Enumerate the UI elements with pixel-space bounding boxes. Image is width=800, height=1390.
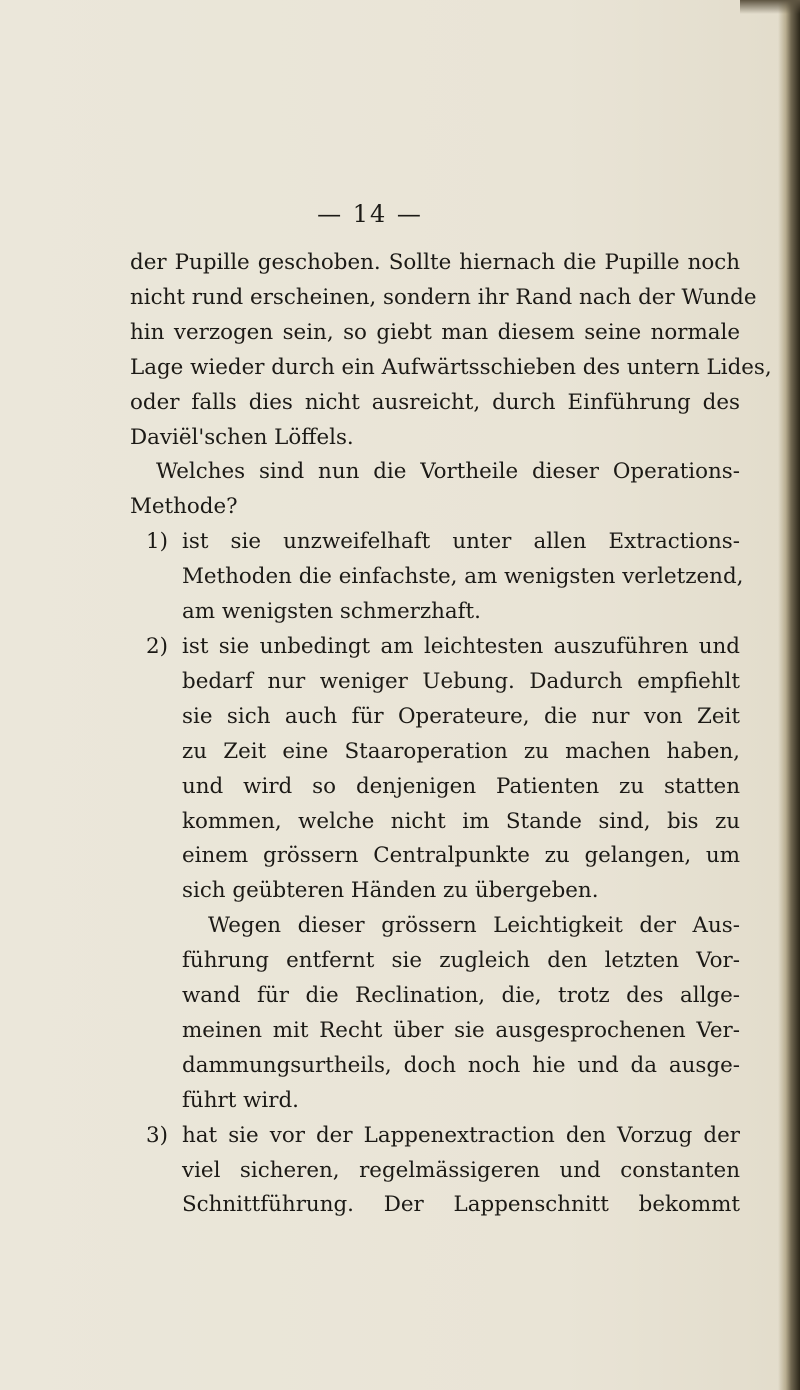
list-item-line: Schnittführung. Der Lappenschnitt bekommt [182, 1192, 740, 1218]
list-item-line: kommen, welche nicht im Stande sind, bis zu [182, 808, 740, 834]
list-item-line [130, 630, 740, 665]
list-item-line: bedarf nur weniger Uebung. Dadurch empfiehlt [182, 668, 740, 694]
list-item-line: zu Zeit eine Staaroperation zu machen haben, [182, 738, 740, 764]
list-item-line: führung entfernt sie zugleich den letzten Vor- [182, 948, 740, 974]
list-item-number: 3) [146, 1122, 168, 1148]
list-item-line: führt wird. [182, 1087, 299, 1113]
text-line: Daviël'schen Löffels. [130, 424, 354, 450]
list-item-text: ist sie unbedingt am leichtesten auszuführen und [182, 633, 740, 659]
list-item-line: dammungsurtheils, doch noch hie und da ausge- [182, 1052, 740, 1078]
page-binding-edge [778, 0, 800, 1390]
list-item-line: viel sicheren, regelmässigeren und constanten [182, 1157, 740, 1183]
list-item-line: Wegen dieser grössern Leichtigkeit der Aus- [208, 913, 740, 939]
list-item-line: meinen mit Recht über sie ausgesprochenen Ver- [182, 1017, 740, 1043]
text-line: oder falls dies nicht ausreicht, durch Einführung des [130, 389, 740, 415]
page-corner-shadow [740, 0, 800, 14]
list-item-line: Methoden die einfachste, am wenigsten verletzend, [182, 564, 744, 590]
list-item-line: einem grössern Centralpunkte zu gelangen, um [182, 843, 740, 869]
text-line: Welches sind nun die Vortheile dieser Operations- [156, 459, 740, 485]
list-item-line [130, 525, 740, 560]
list-item-text: hat sie vor der Lappenextraction den Vorzug der [182, 1122, 740, 1148]
list-item-line: sie sich auch für Operateure, die nur von Zeit [182, 703, 740, 729]
text-line: der Pupille geschoben. Sollte hiernach die Pupille noch [130, 250, 740, 275]
list-item-line [130, 1119, 740, 1154]
list-item-line: und wird so denjenigen Patienten zu statten [182, 773, 740, 799]
text-line: nicht rund erscheinen, sondern ihr Rand nach der Wunde [130, 284, 757, 310]
list-item-text: ist sie unzweifelhaft unter allen Extractions- [182, 529, 740, 555]
text-line: Methode? [130, 494, 238, 520]
body-text [130, 246, 772, 1223]
list-item-line: wand für die Reclination, die, trotz des allge- [182, 983, 740, 1009]
page-number: — 14 — [317, 200, 423, 228]
list-item-line: sich geübteren Händen zu übergeben. [182, 878, 599, 904]
list-item-number: 1) [146, 529, 168, 555]
list-item-number: 2) [146, 633, 168, 659]
text-line: hin verzogen sein, so giebt man diesem seine normale [130, 319, 740, 345]
text-line: Lage wieder durch ein Aufwärtsschieben des untern Lides, [130, 354, 772, 380]
list-item-line: am wenigsten schmerzhaft. [182, 599, 481, 625]
